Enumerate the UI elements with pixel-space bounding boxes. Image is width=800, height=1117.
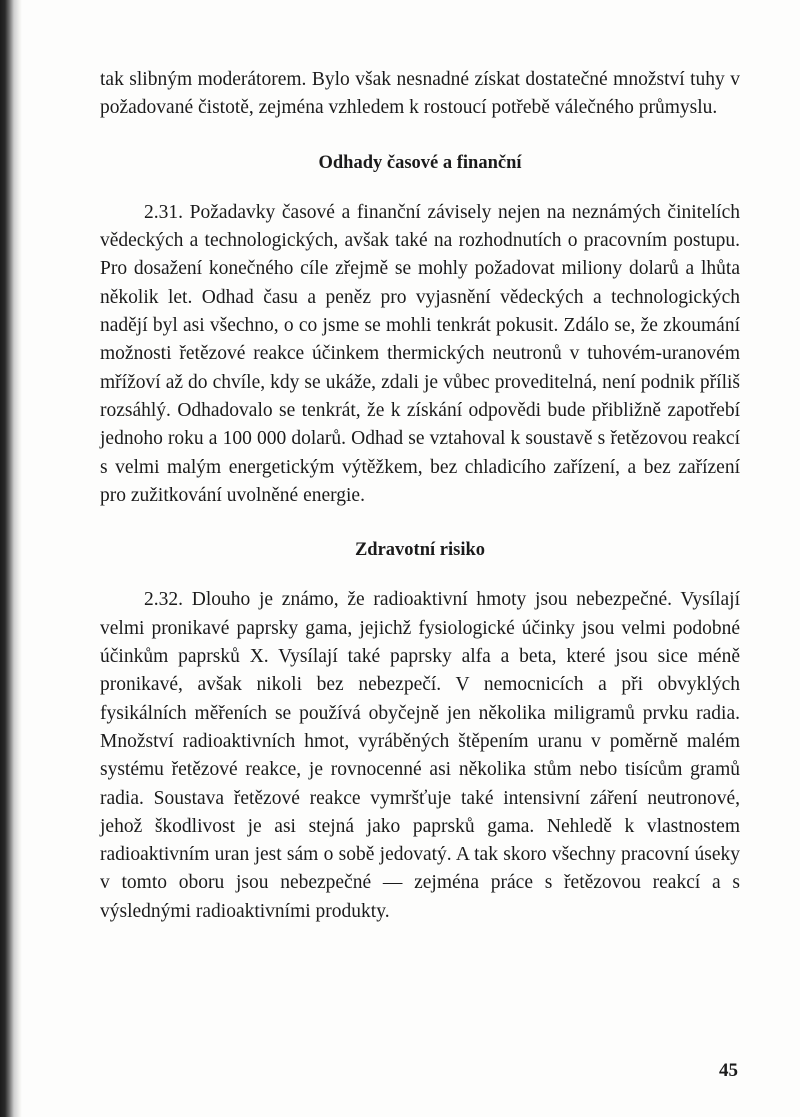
paragraph-2-31-text: 2.31. Požadavky časové a finanční závisely nejen na neznámých činitelích vědeckých a technologických, avšak také na rozhodnutích o pracovním postupu. Pro dosažení konečného cíle zřejmě se mohly požadovat miliony dolarů a lhůta několik let. Odhad času a peněz pro vyjasnění vědeckých a technologických nadějí byl asi všechno, o co jsme se mohli tenkrát pokusit. Zdálo se, že zkoumání možnosti řetězové reakce účinkem thermických neutronů v tuhovém-uranovém mřížoví až do chvíle, kdy se ukáže, zdali je vůbec proveditelná, není podnik příliš rozsáhlý. Odhadovalo se tenkrát, že k získání odpovědi bude přibližně zapotřebí jednoho roku a 100 000 dolarů. Odhad se vztahoval k soustavě s řetězovou reakcí s velmi malým energetickým výtěžkem, bez chladicího zařízení, a bez zařízení pro zužitkování uvolněné energie.	[100, 201, 740, 506]
paragraph-2-32-text: 2.32. Dlouho je známo, že radioaktivní hmoty jsou nebezpečné. Vysílají velmi pronikavé paprsky gama, jejichž fysiologické účinky jsou velmi podobné účinkům paprsků X. Vysílají také paprsky alfa a beta, které jsou sice méně pronikavé, avšak nikoli bez nebezpečí. V nemocnicích a při obvyklých fysikálních měřeních se používá obyčejně jen několika miligramů prvku radia. Množství radioaktivních hmot, vyráběných štěpením uranu v poměrně malém systému řetězové reakce, je rovnocenné asi několika stům nebo tisícům gramů radia. Soustava řetězové reakce vymršťuje také intensivní záření neutronové, jehož škodlivost je asi stejná jako paprsků gama. Nehledě k vlastnostem radioaktivním uran jest sám o sobě jedovatý. A tak skoro všechny pracovní úseky v tomto oboru jsou nebezpečné — zejména práce s řetězovou reakcí a s výslednými radioaktivními produkty.	[100, 589, 740, 922]
page-text-column	[100, 66, 740, 926]
intro-paragraph: tak slibným moderátorem. Bylo však nesnadné získat dostatečné množství tuhy v požadované čistotě, zejména vzhledem k rostoucí potřebě válečného průmyslu.	[100, 69, 740, 119]
paragraph-2-32	[100, 586, 740, 926]
section-heading-estimates: Odhady časové a finanční	[318, 152, 522, 173]
section-heading-health-risk: Zdravotní risiko	[354, 540, 486, 561]
book-spine-shadow	[0, 0, 22, 1117]
page-number: 45	[719, 1060, 738, 1081]
paragraph-2-31	[100, 199, 740, 510]
